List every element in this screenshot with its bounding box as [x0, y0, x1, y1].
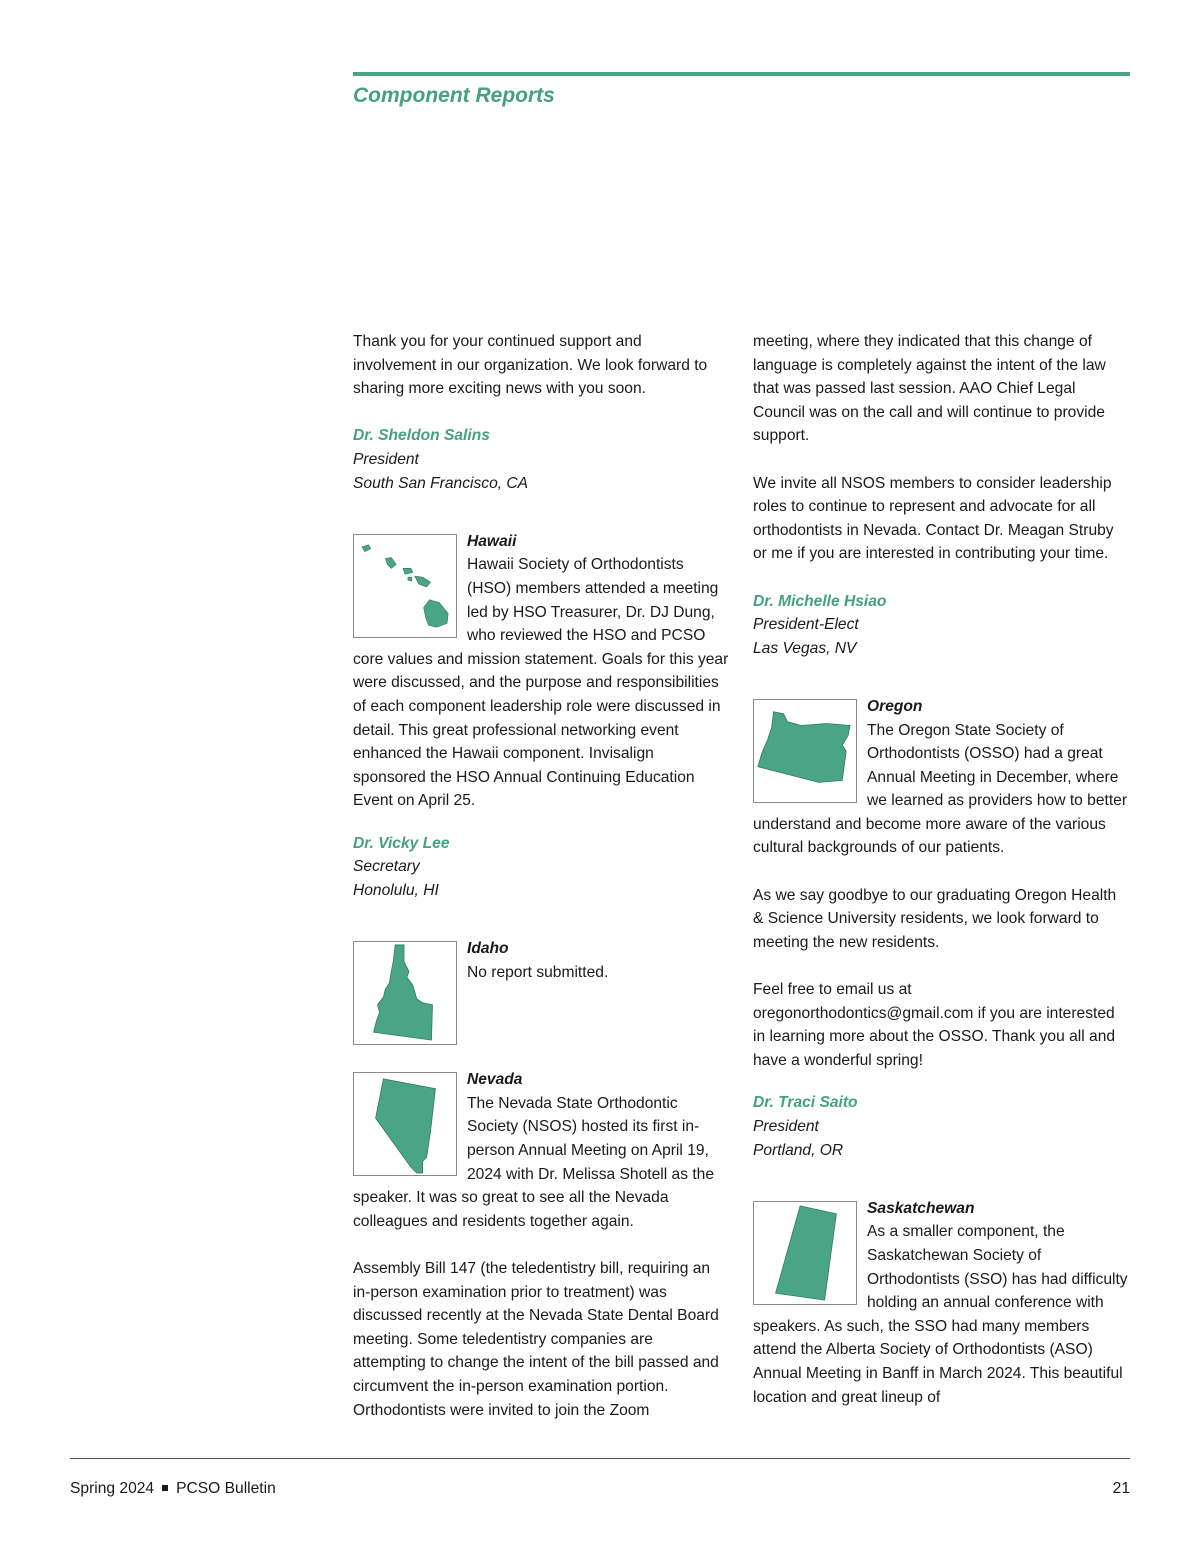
signature-name: Dr. Vicky Lee — [353, 834, 450, 852]
hawaii-heading: Hawaii — [467, 532, 517, 550]
signature-city: Honolulu, HI — [353, 882, 439, 900]
nevada-heading: Nevada — [467, 1071, 523, 1089]
signature-saito — [753, 1091, 1129, 1162]
signature-name: Dr. Traci Saito — [753, 1094, 858, 1112]
component-idaho — [353, 937, 729, 1049]
footer-issue-date: Spring 2024 — [70, 1480, 155, 1497]
hawaii-report: Hawaii Society of Orthodontists (HSO) members attended a meeting led by HSO Treasurer, Dr. DJ Dung, who reviewed the HSO and PCSO core values and mission statement. Goals for this year were discussed, and the purpose and responsibilities of each component leadership role were discussed in detail. This great professional networking event enhanced the Hawaii component. Invisalign sponsored the HSO Annual Continuing Education Event on April 25. — [353, 556, 729, 810]
oregon-report-2: As we say goodbye to our graduating Oregon Health & Science University residents, we look forward to meeting the new residents. — [753, 886, 1117, 951]
saskatchewan-report: As a smaller component, the Saskatchewan Society of Orthodontists (SSO) has had difficulty holding an annual conference with speakers. As such, the SSO had many members attend the Alberta Society of Orthodontists (ASO) Annual Meeting in Banff in March 2024. This beautiful location and great lineup of — [753, 1223, 1128, 1406]
nevada-report-2: Assembly Bill 147 (the teledentistry bill, requiring an in-person examination prior to treatment) was discussed recently at the Nevada State Dental Board meeting. Some teledentistry companies are attempting to change the intent of the bill passed and circumvent the in-person examination portion. Orthodontists were invited to join the Zoom — [353, 1260, 719, 1419]
signature-hsiao — [753, 590, 1129, 661]
idaho-report: No report submitted. — [467, 963, 609, 981]
nevada-report-4: We invite all NSOS members to consider leadership roles to continue to represent and advocate for all orthodontists in Nevada. Contact Dr. Meagan Struby or me if you are interested in contributing your time. — [753, 474, 1114, 563]
page-number: 21 — [1112, 1480, 1130, 1497]
signature-salins — [353, 424, 729, 495]
footer-publication: PCSO Bulletin — [176, 1480, 276, 1497]
idaho-map-icon — [353, 941, 457, 1045]
signature-city: South San Francisco, CA — [353, 474, 529, 492]
oregon-map-icon — [753, 699, 857, 803]
section-title: Component Reports — [353, 84, 555, 107]
oregon-heading: Oregon — [867, 697, 923, 715]
hawaii-map-icon — [353, 534, 457, 638]
right-column — [753, 330, 1129, 1417]
saskatchewan-heading: Saskatchewan — [867, 1199, 975, 1217]
component-oregon — [753, 695, 1129, 1073]
saskatchewan-map-icon — [753, 1201, 857, 1305]
component-saskatchewan — [753, 1197, 1129, 1409]
nevada-map-icon — [353, 1072, 457, 1176]
header-rule — [353, 72, 1130, 76]
signature-name: Dr. Michelle Hsiao — [753, 592, 887, 610]
signature-name: Dr. Sheldon Salins — [353, 427, 490, 445]
oregon-report-3: Feel free to email us at oregonorthodontics@gmail.com if you are interested in learning more about the OSSO. Thank you all and have a wonderful spring! — [753, 981, 1116, 1069]
intro-paragraph: Thank you for your continued support and involvement in our organization. We look forward to sharing more exciting news with you soon. — [353, 333, 708, 398]
component-hawaii — [353, 530, 729, 813]
left-column — [353, 330, 729, 1430]
signature-role: President — [753, 1118, 819, 1135]
nevada-report-3: meeting, where they indicated that this change of language is completely against the intent of the law that was passed last session. AAO Chief Legal Council was on the call and will continue to provide support. — [753, 333, 1106, 445]
footer-rule — [70, 1458, 1130, 1459]
oregon-report-1: The Oregon State Society of Orthodontists (OSSO) had a great Annual Meeting in December, where we learned as providers how to better understand and become more aware of the various cultural backgrounds of our patients. — [753, 721, 1128, 857]
signature-lee — [353, 832, 729, 903]
bullet-separator-icon — [162, 1485, 168, 1491]
signature-city: Las Vegas, NV — [753, 639, 857, 657]
signature-role: President — [353, 450, 419, 468]
idaho-heading: Idaho — [467, 940, 509, 958]
nevada-report-1: The Nevada State Orthodontic Society (NSOS) hosted its first in-person Annual Meeting on April 19, 2024 with Dr. Melissa Shotell as the speaker. It was so great to see all the Nevada colleagues and residents together again. — [353, 1094, 715, 1230]
signature-role: President-Elect — [753, 616, 859, 634]
footer-issue — [70, 1480, 276, 1498]
signature-city: Portland, OR — [753, 1141, 844, 1159]
component-nevada — [353, 1068, 729, 1422]
signature-role: Secretary — [353, 858, 420, 876]
